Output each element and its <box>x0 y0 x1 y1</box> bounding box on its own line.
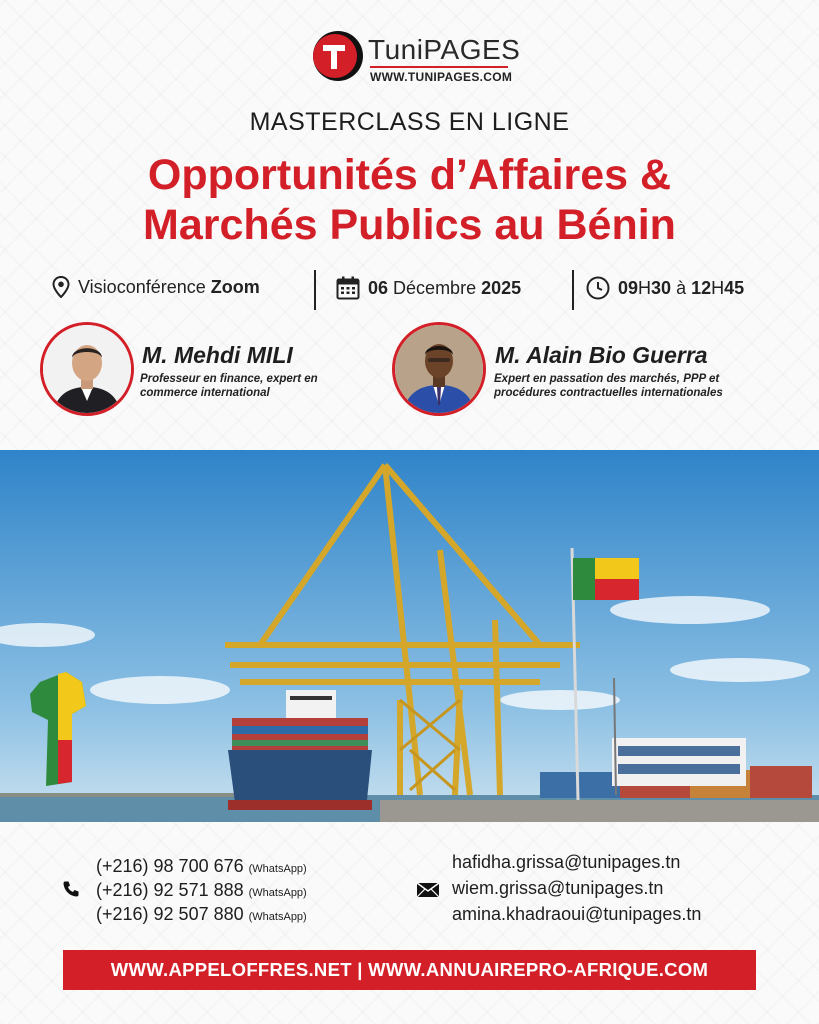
phone-icon <box>62 880 80 898</box>
whatsapp-tag: (WhatsApp) <box>248 887 307 899</box>
speaker-photo <box>392 322 486 416</box>
time-start-sep: H <box>638 277 652 298</box>
speaker-name: M. Alain Bio Guerra <box>495 342 708 368</box>
location-info <box>52 276 260 298</box>
speaker-desc-line: commerce international <box>140 387 270 399</box>
phone-number-text: (+216) 92 571 888 <box>96 880 244 900</box>
port-photo <box>0 450 819 822</box>
speaker-desc-line: Expert en passation des marchés, PPP et <box>494 373 720 385</box>
logo-badge-icon <box>312 30 364 82</box>
tunipages-logo <box>312 30 521 86</box>
speaker-card <box>392 322 792 416</box>
map-pin-icon <box>52 276 70 298</box>
phone-number-text: (+216) 92 507 880 <box>96 904 244 924</box>
date-year: 2025 <box>481 277 522 298</box>
time-start-min: 30 <box>651 277 672 298</box>
brand-url[interactable]: WWW.TUNIPAGES.COM <box>370 70 513 84</box>
speaker-card <box>40 322 370 416</box>
brand-name: TuniPAGES <box>368 34 521 65</box>
phone-number[interactable] <box>96 904 307 925</box>
date-info <box>336 276 521 300</box>
location-platform: Zoom <box>210 276 260 297</box>
date-day: 06 <box>368 277 389 298</box>
phone-number-text: (+216) 98 700 676 <box>96 856 244 876</box>
event-kicker: MASTERCLASS EN LIGNE <box>249 108 570 136</box>
speaker-portrait-icon <box>395 325 483 413</box>
email-link[interactable]: wiem.grissa@tunipages.tn <box>452 878 664 898</box>
time-end-hour: 12 <box>691 277 712 298</box>
time-to: à <box>676 277 687 298</box>
event-title <box>0 150 819 250</box>
whatsapp-tag: (WhatsApp) <box>248 911 307 923</box>
mail-icon <box>416 882 440 898</box>
brand-underline <box>370 66 508 68</box>
website-banner[interactable]: WWW.APPELOFFRES.NET | WWW.ANNUAIREPRO-AFRIQUE.COM <box>63 950 756 990</box>
speaker-description <box>494 372 723 400</box>
divider <box>572 270 574 310</box>
speaker-description <box>140 372 318 400</box>
event-info-row <box>0 270 819 310</box>
phone-number[interactable] <box>96 856 307 877</box>
time-end-sep: H <box>711 277 725 298</box>
speaker-name: M. Mehdi MILI <box>142 342 293 368</box>
title-line-1: Opportunités d’Affaires & <box>147 151 672 199</box>
title-line-2: Marchés Publics au Bénin <box>143 201 676 249</box>
time-end-min: 45 <box>724 277 745 298</box>
speaker-desc-line: procédures contractuelles internationales <box>494 387 723 399</box>
time-info <box>586 276 744 300</box>
speaker-photo <box>40 322 134 416</box>
email-link[interactable]: amina.khadraoui@tunipages.tn <box>452 904 702 924</box>
whatsapp-tag: (WhatsApp) <box>248 863 307 875</box>
speaker-portrait-icon <box>43 325 131 413</box>
speaker-desc-line: Professeur en finance, expert en <box>140 373 318 385</box>
divider <box>314 270 316 310</box>
calendar-icon <box>336 276 360 300</box>
date-month: Décembre <box>393 277 477 298</box>
phone-number[interactable] <box>96 880 307 901</box>
contact-section <box>0 850 819 930</box>
port-illustration <box>0 450 819 822</box>
time-start-hour: 09 <box>618 277 639 298</box>
email-link[interactable]: hafidha.grissa@tunipages.tn <box>452 852 681 872</box>
clock-icon <box>586 276 610 300</box>
location-prefix: Visioconférence <box>78 276 206 297</box>
